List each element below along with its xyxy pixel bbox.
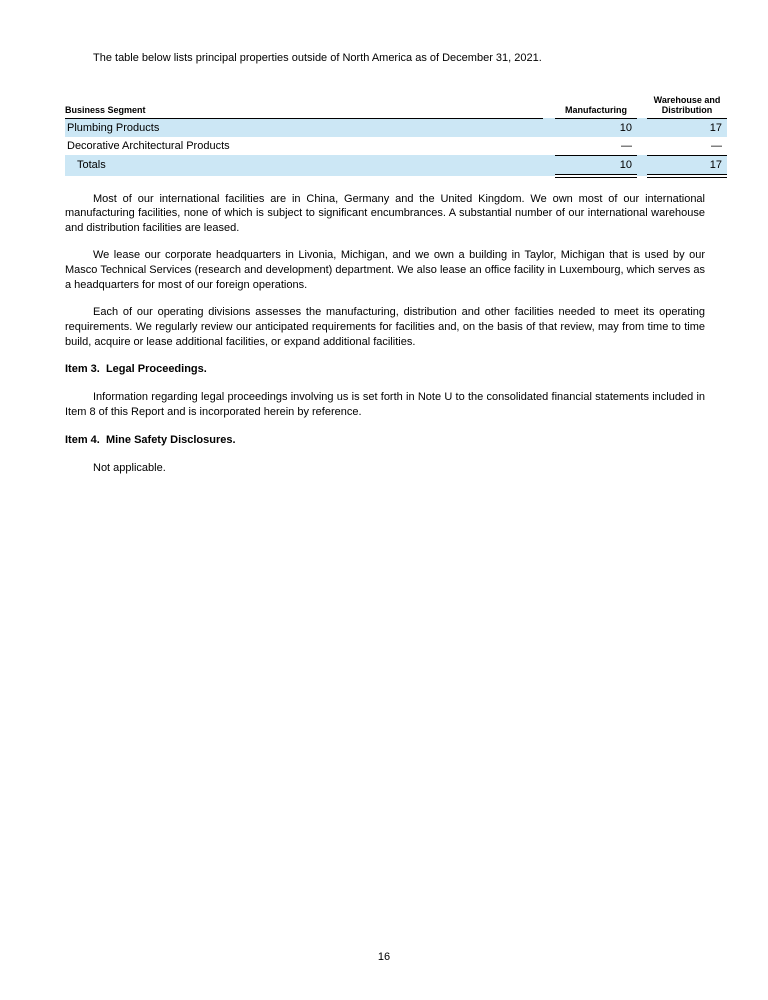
- segment-cell: Totals: [65, 155, 543, 176]
- segment-cell: Decorative Architectural Products: [67, 139, 230, 152]
- paragraph-headquarters: We lease our corporate headquarters in Livonia, Michigan, and we own a building in Taylor, Michigan that is used by our Masco Technical Services (research and development) department. We also lease an office facility in Luxembourg, which serves as a headquarters for most of our foreign operations.: [65, 249, 705, 291]
- warehouse-cell: —: [647, 137, 727, 156]
- segment-cell: Plumbing Products: [65, 118, 543, 137]
- column-header-warehouse-distribution: Warehouse and Distribution: [647, 95, 727, 119]
- item-4-heading: Item 4. Mine Safety Disclosures.: [65, 433, 236, 446]
- intro-paragraph: The table below lists principal properties outside of North America as of December 31, 2021.: [93, 52, 542, 64]
- page-content: [0, 0, 768, 475]
- gap-cell: [637, 155, 647, 176]
- warehouse-cell: 17: [647, 118, 727, 137]
- manufacturing-cell: 10: [555, 155, 637, 176]
- gap-cell: [543, 155, 555, 176]
- international-properties-table: [65, 95, 727, 178]
- table-row-totals: [65, 155, 727, 176]
- gap-cell: [637, 118, 647, 137]
- table-row-plumbing-products: [65, 118, 727, 137]
- page-number: 16: [377, 951, 391, 963]
- table-header-row: [65, 95, 727, 119]
- gap-cell: [543, 118, 555, 137]
- gap-cell: [543, 137, 555, 156]
- gap-cell: [637, 137, 647, 156]
- manufacturing-cell: 10: [555, 118, 637, 137]
- item-3-heading: Item 3. Legal Proceedings.: [65, 363, 207, 376]
- paragraph-operating-divisions: Each of our operating divisions assesses the manufacturing, distribution and other facilities needed to meet its operating requirements. We regularly review our anticipated requirements for facilities and, on the basis of that review, may from time to time build, acquire or lease additional facilities, or expand additional facilities.: [65, 306, 705, 348]
- column-gap: [543, 95, 555, 119]
- paragraph-legal-proceedings: Information regarding legal proceedings involving us is set forth in Note U to the consolidated financial statements included in Item 8 of this Report and is incorporated herein by reference.: [65, 391, 705, 419]
- table-row-decorative-architectural: [65, 137, 727, 156]
- column-gap: [637, 95, 647, 119]
- paragraph-not-applicable: Not applicable.: [93, 461, 166, 474]
- manufacturing-cell: —: [555, 137, 637, 156]
- column-header-business-segment: Business Segment: [65, 95, 543, 119]
- paragraph-international-facilities: Most of our international facilities are in China, Germany and the United Kingdom. We own most of our international manufacturing facilities, none of which is subject to significant encumbrances. A substantial number of our international warehouse and distribution facilities are leased.: [65, 192, 705, 234]
- column-header-manufacturing: Manufacturing: [555, 95, 637, 119]
- warehouse-cell: 17: [647, 155, 727, 176]
